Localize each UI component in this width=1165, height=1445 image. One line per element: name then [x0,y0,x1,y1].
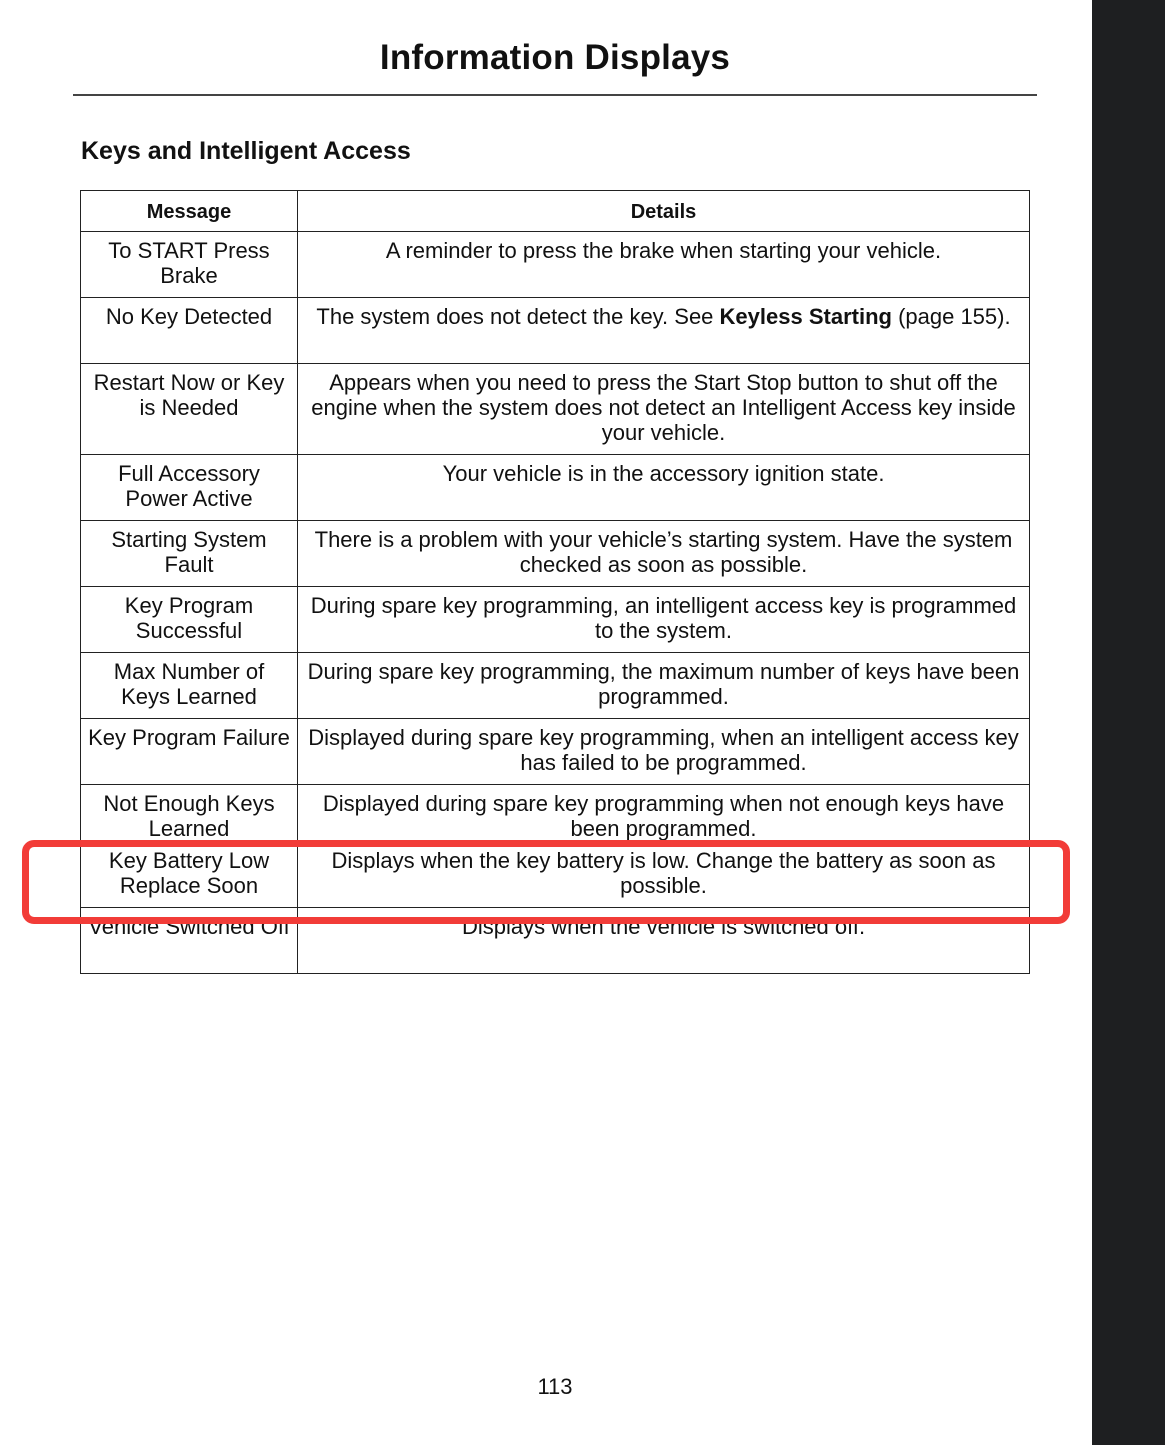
table-header-row [81,191,1030,232]
message-cell: Not Enough Keys Learned [81,785,298,842]
header-message: Message [81,191,298,232]
table-row [81,653,1030,719]
details-cell [298,298,1030,364]
message-cell: Full Accessory Power Active [81,455,298,521]
message-cell: Key Program Failure [81,719,298,785]
table-row [81,719,1030,785]
section-title: Keys and Intelligent Access [81,137,411,165]
details-cell: Displayed during spare key programming, when an intelligent access key has failed to be programmed. [298,719,1030,785]
details-cell: Appears when you need to press the Start Stop button to shut off the engine when the system does not detect an Intelligent Access key inside your vehicle. [298,364,1030,455]
page-number: 113 [537,1374,573,1399]
message-cell: To START Press Brake [81,232,298,298]
table-row [81,298,1030,364]
details-cell: During spare key programming, an intelligent access key is programmed to the system. [298,587,1030,653]
details-cell: A reminder to press the brake when starting your vehicle. [298,232,1030,298]
message-cell: Key Program Successful [81,587,298,653]
message-cell: Max Number of Keys Learned [81,653,298,719]
message-cell: Starting System Fault [81,521,298,587]
message-cell: Vehicle Switched Off [81,908,298,974]
details-text: The system does not detect the key. See [316,304,720,329]
table-row-highlighted [81,842,1030,908]
viewer-side-bar [1092,0,1165,1445]
details-cell: Displays when the vehicle is switched off. [298,908,1030,974]
messages-table [80,190,1030,974]
details-cell: Displayed during spare key programming when not enough keys have been programmed. [298,785,1030,842]
table-row [81,521,1030,587]
title-divider [73,94,1037,96]
page-reference: (page 155). [891,304,1011,329]
message-cell: Restart Now or Key is Needed [81,364,298,455]
page-title: Information Displays [379,38,731,77]
message-cell: No Key Detected [81,298,298,364]
details-cell: Displays when the key battery is low. Change the battery as soon as possible. [298,842,1030,908]
table-row [81,908,1030,974]
details-cell: During spare key programming, the maximum number of keys have been programmed. [298,653,1030,719]
keyless-starting-reference[interactable]: Keyless Starting [719,304,892,329]
table-row [81,232,1030,298]
table-row [81,455,1030,521]
table-row [81,785,1030,842]
table-row [81,364,1030,455]
message-cell: Key Battery Low Replace Soon [81,842,298,908]
details-cell: There is a problem with your vehicle’s starting system. Have the system checked as soon as possible. [298,521,1030,587]
header-details: Details [298,191,1030,232]
table-row [81,587,1030,653]
details-cell: Your vehicle is in the accessory ignition state. [298,455,1030,521]
